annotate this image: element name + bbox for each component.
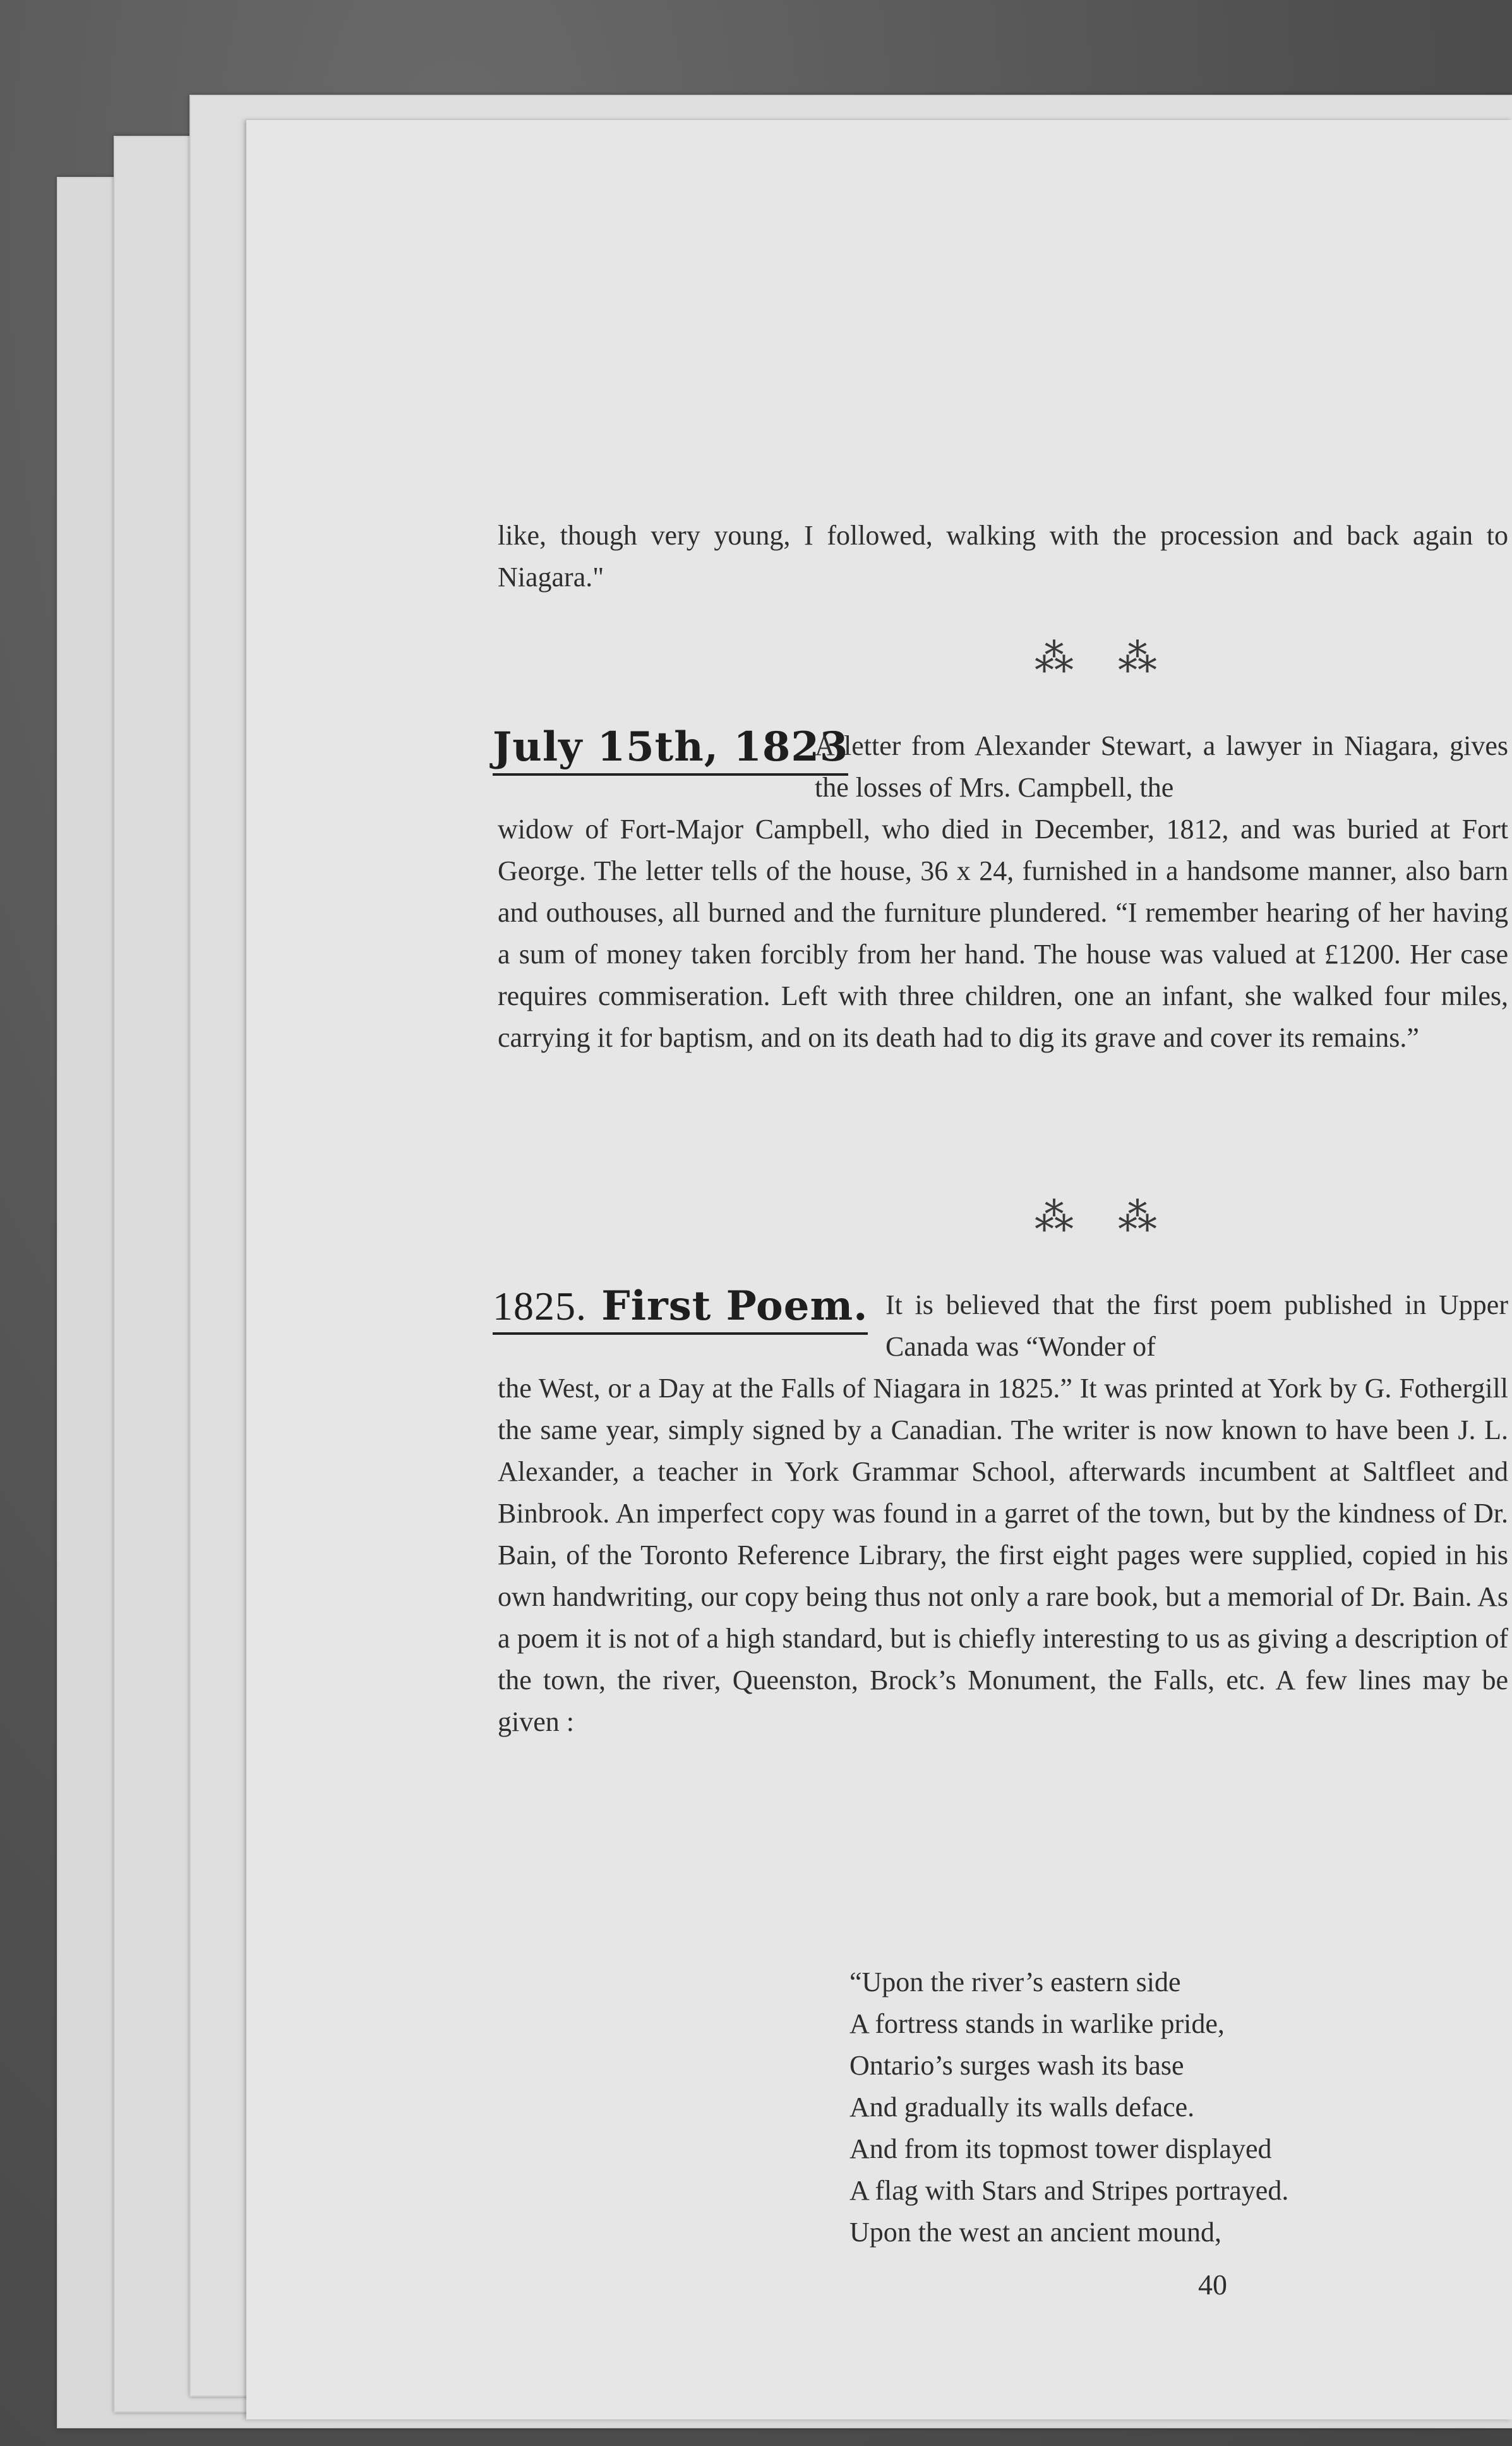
ornament-icon: ⁂ bbox=[1035, 637, 1118, 680]
section-2-body-text: the West, or a Day at the Falls of Niagara in 1825.” It was printed at York by G. Fothergill the same year, simply signed by a Canadian. The writer is now known to have been J. L. Alexander, a teacher in York Grammar School, afterwards incumbent at Saltfleet and Binbrook. An imperfect copy was found in a garret of the town, but by the kindness of Dr. Bain, of the Toronto Reference Library, the first eight pages were supplied, copied in his own handwriting, our copy being thus not only a rare book, but a memorial of Dr. Bain. As a poem it is not of a high standard, but is chiefly interesting to us as giving a description of the town, the river, Queenston, Brock’s Monument, the Falls, etc. A few lines may be given : bbox=[498, 1373, 1508, 1737]
poem-line: A flag with Stars and Stripes portrayed. bbox=[849, 2175, 1289, 2206]
ornament-icon: ⁂ bbox=[1118, 1196, 1201, 1239]
section-divider-1 bbox=[928, 635, 1307, 682]
section-2-title-text: First Poem. bbox=[601, 1282, 868, 1330]
section-1-body-text: widow of Fort-Major Campbell, who died in December, 1812, and was buried at Fort George. The letter tells of the house, 36 x 24, furnished in a handsome manner, also barn and outhouses, all burned and the furniture plundered. “I remember hearing of her having a sum of money taken forcibly from her hand. The house was valued at £1200. Her case requires commiseration. Left with three children, one an infant, she walked four miles, carrying it for baptism, and on its death had to dig its grave and cover its remains.” bbox=[498, 814, 1508, 1053]
poem-line: Ontario’s surges wash its base bbox=[849, 2050, 1184, 2081]
section-2-year: 1825. bbox=[493, 1284, 587, 1328]
section-1-lede bbox=[815, 725, 1508, 809]
page-number: 40 bbox=[1198, 2268, 1227, 2301]
section-1-heading bbox=[493, 723, 848, 776]
opening-paragraph-text: like, though very young, I followed, walking with the procession and back again to Niagara." bbox=[498, 520, 1508, 593]
section-2-heading bbox=[493, 1282, 868, 1335]
poem-line: And gradually its walls deface. bbox=[849, 2092, 1195, 2123]
section-2-lede bbox=[885, 1284, 1508, 1368]
section-divider-2 bbox=[928, 1194, 1307, 1241]
poem-line: A fortress stands in warlike pride, bbox=[849, 2008, 1225, 2039]
ornament-icon: ⁂ bbox=[1035, 1196, 1118, 1239]
poem-line: And from its topmost tower displayed bbox=[849, 2133, 1272, 2164]
poem-line: “Upon the river’s eastern side bbox=[849, 1967, 1181, 1997]
poem-line: Upon the west an ancient mound, bbox=[849, 2217, 1221, 2248]
section-2-body bbox=[498, 1368, 1508, 1743]
section-2-lede-text: It is believed that the first poem published in Upper Canada was “Wonder of bbox=[885, 1289, 1508, 1362]
ornament-icon: ⁂ bbox=[1118, 637, 1201, 680]
poem-excerpt bbox=[849, 1961, 1481, 2253]
opening-paragraph bbox=[498, 515, 1508, 598]
section-1-title: July 15th, 1823 bbox=[493, 723, 848, 776]
section-1-body bbox=[498, 809, 1508, 1059]
book-page bbox=[246, 120, 1512, 2419]
section-1-lede-text: A letter from Alexander Stewart, a lawyer in Niagara, gives the losses of Mrs. Campbell, the bbox=[815, 730, 1508, 803]
section-2-title bbox=[493, 1282, 868, 1335]
